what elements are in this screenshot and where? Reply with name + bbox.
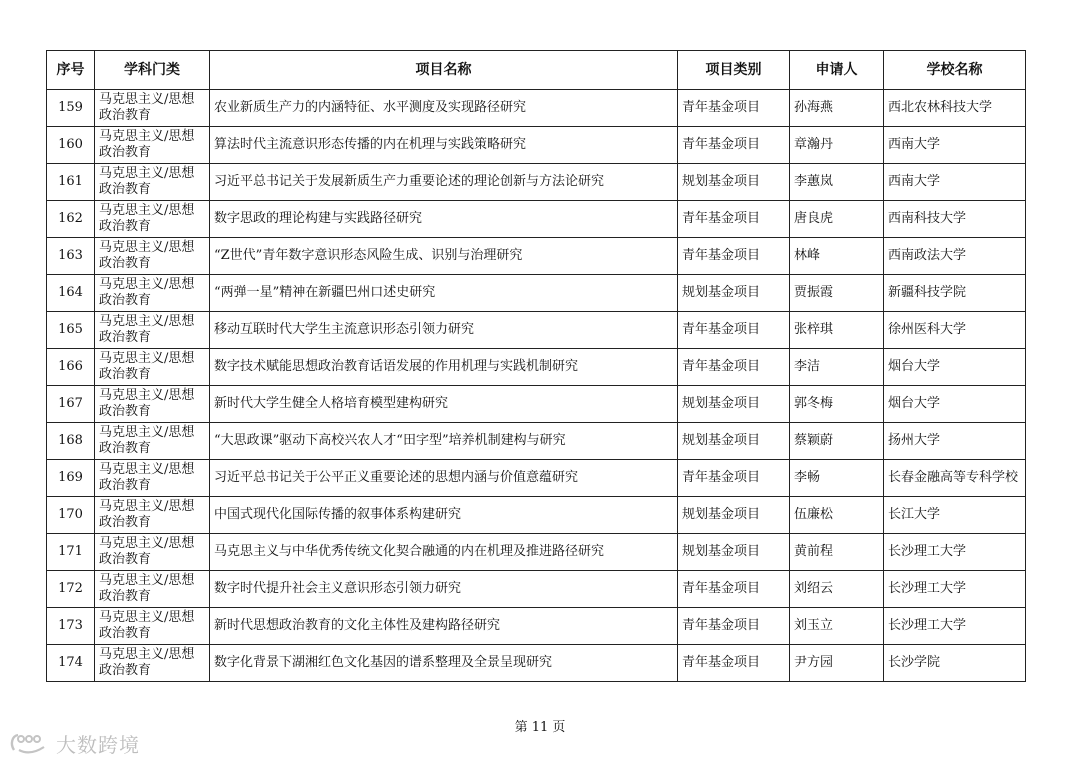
- cell-type: 青年基金项目: [678, 312, 790, 349]
- cell-project: 算法时代主流意识形态传播的内在机理与实践策略研究: [210, 127, 678, 164]
- cell-no: 172: [47, 571, 95, 608]
- cell-applicant: 刘绍云: [790, 571, 884, 608]
- cell-type: 青年基金项目: [678, 238, 790, 275]
- cell-type: 规划基金项目: [678, 275, 790, 312]
- cell-applicant: 郭冬梅: [790, 386, 884, 423]
- cell-school: 西南大学: [884, 127, 1026, 164]
- cell-school: 烟台大学: [884, 349, 1026, 386]
- cell-project: 习近平总书记关于发展新质生产力重要论述的理论创新与方法论研究: [210, 164, 678, 201]
- cell-applicant: 伍廉松: [790, 497, 884, 534]
- cell-project: 马克思主义与中华优秀传统文化契合融通的内在机理及推进路径研究: [210, 534, 678, 571]
- table-body: [47, 90, 1026, 682]
- cell-project: 新时代大学生健全人格培育模型建构研究: [210, 386, 678, 423]
- cell-applicant: 贾振霞: [790, 275, 884, 312]
- table-row: [47, 423, 1026, 460]
- cell-subject: 马克思主义/思想政治教育: [95, 238, 210, 275]
- cell-no: 169: [47, 460, 95, 497]
- cell-school: 西南科技大学: [884, 201, 1026, 238]
- cell-no: 161: [47, 164, 95, 201]
- cell-subject: 马克思主义/思想政治教育: [95, 423, 210, 460]
- cell-school: 扬州大学: [884, 423, 1026, 460]
- header-school: 学校名称: [884, 51, 1026, 90]
- cell-project: 移动互联时代大学生主流意识形态引领力研究: [210, 312, 678, 349]
- cell-type: 青年基金项目: [678, 349, 790, 386]
- cell-no: 167: [47, 386, 95, 423]
- cell-project: 数字时代提升社会主义意识形态引领力研究: [210, 571, 678, 608]
- page-number: 第 11 页: [514, 720, 566, 735]
- cell-type: 青年基金项目: [678, 201, 790, 238]
- cell-school: 长沙理工大学: [884, 571, 1026, 608]
- cell-no: 163: [47, 238, 95, 275]
- brand-logo-icon: [8, 730, 52, 756]
- table-row: [47, 608, 1026, 645]
- cell-applicant: 刘玉立: [790, 608, 884, 645]
- table-row: [47, 386, 1026, 423]
- header-type: 项目类别: [678, 51, 790, 90]
- cell-school: 长沙学院: [884, 645, 1026, 682]
- header-subject: 学科门类: [95, 51, 210, 90]
- cell-no: 174: [47, 645, 95, 682]
- cell-no: 170: [47, 497, 95, 534]
- cell-no: 165: [47, 312, 95, 349]
- cell-project: 数字思政的理论构建与实践路径研究: [210, 201, 678, 238]
- cell-no: 173: [47, 608, 95, 645]
- cell-school: 长春金融高等专科学校: [884, 460, 1026, 497]
- cell-subject: 马克思主义/思想政治教育: [95, 645, 210, 682]
- cell-school: 长江大学: [884, 497, 1026, 534]
- table-row: [47, 201, 1026, 238]
- cell-type: 青年基金项目: [678, 608, 790, 645]
- cell-school: 西南大学: [884, 164, 1026, 201]
- cell-project: 新时代思想政治教育的文化主体性及建构路径研究: [210, 608, 678, 645]
- cell-type: 青年基金项目: [678, 571, 790, 608]
- cell-school: 烟台大学: [884, 386, 1026, 423]
- cell-type: 青年基金项目: [678, 645, 790, 682]
- cell-subject: 马克思主义/思想政治教育: [95, 386, 210, 423]
- table-row: [47, 127, 1026, 164]
- cell-subject: 马克思主义/思想政治教育: [95, 164, 210, 201]
- cell-no: 160: [47, 127, 95, 164]
- cell-subject: 马克思主义/思想政治教育: [95, 571, 210, 608]
- cell-applicant: 章瀚丹: [790, 127, 884, 164]
- cell-applicant: 蔡颖蔚: [790, 423, 884, 460]
- cell-school: 西南政法大学: [884, 238, 1026, 275]
- cell-applicant: 黄前程: [790, 534, 884, 571]
- cell-project: “两弹一星”精神在新疆巴州口述史研究: [210, 275, 678, 312]
- watermark-text: 大数跨境: [56, 732, 140, 757]
- cell-applicant: 李蕙岚: [790, 164, 884, 201]
- cell-type: 青年基金项目: [678, 90, 790, 127]
- header-row: [47, 51, 1026, 90]
- table-row: [47, 571, 1026, 608]
- table-row: [47, 238, 1026, 275]
- table-row: [47, 534, 1026, 571]
- table-row: [47, 312, 1026, 349]
- cell-project: 农业新质生产力的内涵特征、水平测度及实现路径研究: [210, 90, 678, 127]
- cell-type: 规划基金项目: [678, 534, 790, 571]
- cell-subject: 马克思主义/思想政治教育: [95, 275, 210, 312]
- cell-no: 171: [47, 534, 95, 571]
- cell-type: 规划基金项目: [678, 497, 790, 534]
- header-project: 项目名称: [210, 51, 678, 90]
- cell-project: 中国式现代化国际传播的叙事体系构建研究: [210, 497, 678, 534]
- cell-no: 168: [47, 423, 95, 460]
- cell-project: 数字化背景下湖湘红色文化基因的谱系整理及全景呈现研究: [210, 645, 678, 682]
- cell-subject: 马克思主义/思想政治教育: [95, 90, 210, 127]
- cell-school: 徐州医科大学: [884, 312, 1026, 349]
- cell-school: 长沙理工大学: [884, 534, 1026, 571]
- cell-no: 162: [47, 201, 95, 238]
- table-row: [47, 275, 1026, 312]
- cell-school: 西北农林科技大学: [884, 90, 1026, 127]
- cell-no: 166: [47, 349, 95, 386]
- cell-applicant: 张梓琪: [790, 312, 884, 349]
- cell-type: 规划基金项目: [678, 164, 790, 201]
- cell-project: “大思政课”驱动下高校兴农人才“田字型”培养机制建构与研究: [210, 423, 678, 460]
- table-row: [47, 164, 1026, 201]
- cell-no: 159: [47, 90, 95, 127]
- cell-subject: 马克思主义/思想政治教育: [95, 127, 210, 164]
- cell-school: 新疆科技学院: [884, 275, 1026, 312]
- cell-type: 青年基金项目: [678, 460, 790, 497]
- cell-project: 数字技术赋能思想政治教育话语发展的作用机理与实践机制研究: [210, 349, 678, 386]
- cell-subject: 马克思主义/思想政治教育: [95, 349, 210, 386]
- header-applicant: 申请人: [790, 51, 884, 90]
- cell-subject: 马克思主义/思想政治教育: [95, 497, 210, 534]
- cell-subject: 马克思主义/思想政治教育: [95, 608, 210, 645]
- table-row: [47, 645, 1026, 682]
- cell-subject: 马克思主义/思想政治教育: [95, 312, 210, 349]
- cell-project: “Z世代”青年数字意识形态风险生成、识别与治理研究: [210, 238, 678, 275]
- cell-applicant: 唐良虎: [790, 201, 884, 238]
- table-row: [47, 349, 1026, 386]
- cell-applicant: 林峰: [790, 238, 884, 275]
- cell-type: 青年基金项目: [678, 127, 790, 164]
- cell-type: 规划基金项目: [678, 423, 790, 460]
- project-table: [46, 50, 1026, 682]
- cell-applicant: 李畅: [790, 460, 884, 497]
- cell-project: 习近平总书记关于公平正义重要论述的思想内涵与价值意蕴研究: [210, 460, 678, 497]
- cell-applicant: 孙海燕: [790, 90, 884, 127]
- cell-school: 长沙理工大学: [884, 608, 1026, 645]
- cell-applicant: 李洁: [790, 349, 884, 386]
- watermark: [8, 728, 140, 758]
- header-no: 序号: [47, 51, 95, 90]
- cell-subject: 马克思主义/思想政治教育: [95, 460, 210, 497]
- table-row: [47, 497, 1026, 534]
- cell-type: 规划基金项目: [678, 386, 790, 423]
- cell-applicant: 尹方园: [790, 645, 884, 682]
- cell-subject: 马克思主义/思想政治教育: [95, 534, 210, 571]
- table-row: [47, 90, 1026, 127]
- table-row: [47, 460, 1026, 497]
- cell-no: 164: [47, 275, 95, 312]
- cell-subject: 马克思主义/思想政治教育: [95, 201, 210, 238]
